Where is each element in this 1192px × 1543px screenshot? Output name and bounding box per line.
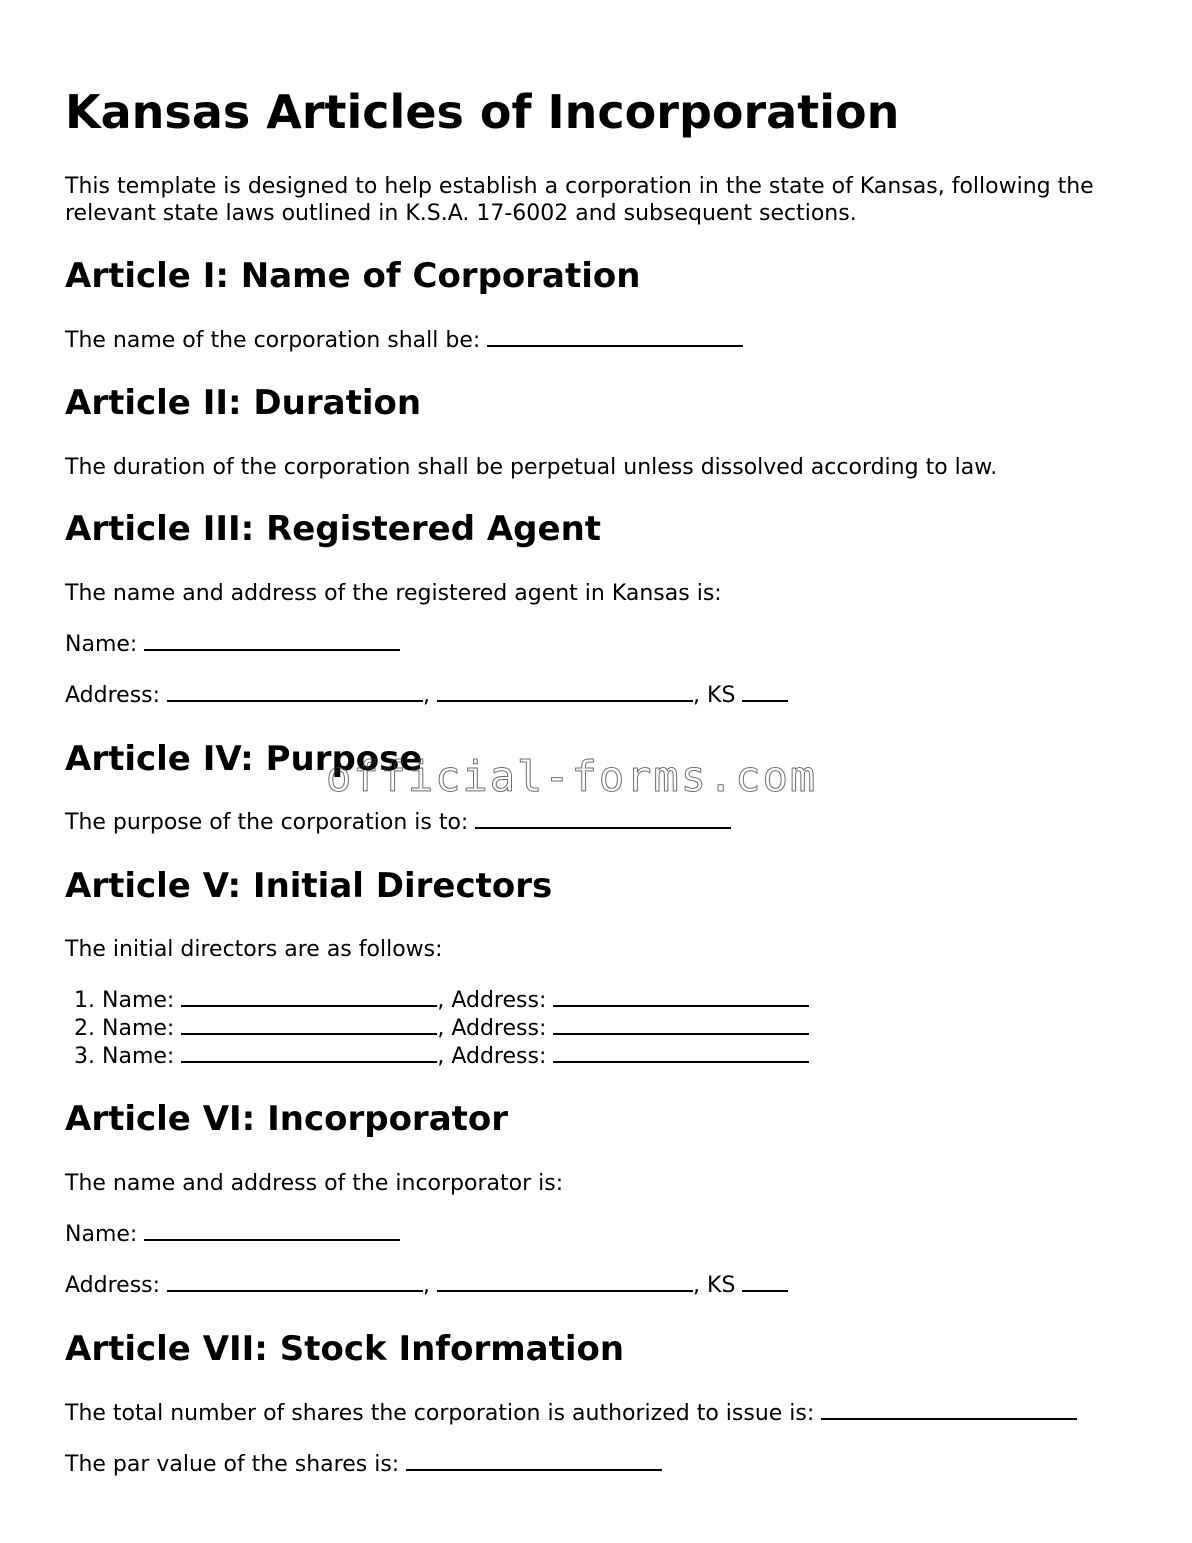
incorporator-name-blank[interactable] — [144, 1221, 400, 1241]
corporation-name-blank[interactable] — [487, 327, 743, 347]
incorporator-city-blank[interactable] — [437, 1272, 693, 1292]
purpose-blank[interactable] — [475, 809, 731, 829]
corporation-name-label: The name of the corporation shall be: — [65, 328, 481, 353]
incorporator-name-line — [65, 1221, 400, 1249]
par-value-line — [65, 1451, 662, 1479]
incorporator-street-blank[interactable] — [167, 1272, 423, 1292]
watermark-text — [326, 752, 817, 801]
article-2-text: The duration of the corporation shall be perpetual unless dissolved according to law. — [65, 455, 998, 480]
incorporator-address-line: Address: , , KS — [65, 1272, 788, 1300]
agent-street-blank[interactable] — [167, 682, 423, 702]
director-address-label: Address: — [451, 1044, 547, 1069]
article-5-heading: Article V: Initial Directors — [65, 866, 553, 906]
article-5-text: The initial directors are as follows: — [65, 937, 443, 962]
director-address-label: Address: — [451, 988, 547, 1013]
article-4-text — [65, 809, 731, 837]
director-3-name-blank[interactable] — [181, 1043, 437, 1063]
director-number: 3. — [74, 1044, 95, 1069]
agent-name-label: Name: — [65, 632, 138, 657]
director-3-address-blank[interactable] — [553, 1043, 809, 1063]
incorporator-name-label: Name: — [65, 1222, 138, 1247]
agent-city-blank[interactable] — [437, 682, 693, 702]
article-1-heading: Article I: Name of Corporation — [65, 256, 641, 296]
article-6-heading: Article VI: Incorporator — [65, 1099, 509, 1139]
intro-paragraph: This template is designed to help establish a corporation in the state of Kansas, following the relevant state laws outlined in K.S.A. 17-6002 and subsequent sections. — [65, 174, 1094, 226]
director-name-label: Name: — [102, 1016, 175, 1041]
shares-blank[interactable] — [821, 1400, 1077, 1420]
article-3-text: The name and address of the registered agent in Kansas is: — [65, 581, 722, 606]
director-name-label: Name: — [102, 1044, 175, 1069]
article-2-heading: Article II: Duration — [65, 383, 422, 423]
article-3-heading: Article III: Registered Agent — [65, 509, 602, 549]
directors-list — [65, 987, 809, 1071]
director-address-label: Address: — [451, 1016, 547, 1041]
incorporator-address-label: Address: — [65, 1273, 161, 1298]
director-1-name-blank[interactable] — [181, 987, 437, 1007]
article-1-text — [65, 327, 743, 355]
agent-zip-blank[interactable] — [742, 682, 788, 702]
shares-line — [65, 1400, 1077, 1428]
watermark-label: official-forms.com — [326, 752, 818, 801]
article-7-heading: Article VII: Stock Information — [65, 1329, 625, 1369]
document-title: Kansas Articles of Incorporation — [65, 85, 900, 139]
agent-name-line — [65, 631, 400, 659]
director-item: 2. Name: , Address: — [65, 1015, 809, 1043]
director-1-address-blank[interactable] — [553, 987, 809, 1007]
incorporator-state-label: KS — [707, 1273, 736, 1298]
article-6-text: The name and address of the incorporator is: — [65, 1171, 564, 1196]
agent-state-label: KS — [707, 683, 736, 708]
director-item: 3. Name: , Address: — [65, 1043, 809, 1071]
article-4-heading: Article IV: Purpose — [65, 739, 423, 779]
shares-label: The total number of shares the corporation is authorized to issue is: — [65, 1401, 815, 1426]
purpose-label: The purpose of the corporation is to: — [65, 810, 469, 835]
incorporator-zip-blank[interactable] — [742, 1272, 788, 1292]
director-item: 1. Name: , Address: — [65, 987, 809, 1015]
director-name-label: Name: — [102, 988, 175, 1013]
director-2-address-blank[interactable] — [553, 1015, 809, 1035]
par-value-blank[interactable] — [406, 1451, 662, 1471]
director-number: 1. — [74, 988, 95, 1013]
par-value-label: The par value of the shares is: — [65, 1452, 400, 1477]
agent-address-line: Address: , , KS — [65, 682, 788, 710]
agent-name-blank[interactable] — [144, 631, 400, 651]
agent-address-label: Address: — [65, 683, 161, 708]
director-2-name-blank[interactable] — [181, 1015, 437, 1035]
director-number: 2. — [74, 1016, 95, 1041]
